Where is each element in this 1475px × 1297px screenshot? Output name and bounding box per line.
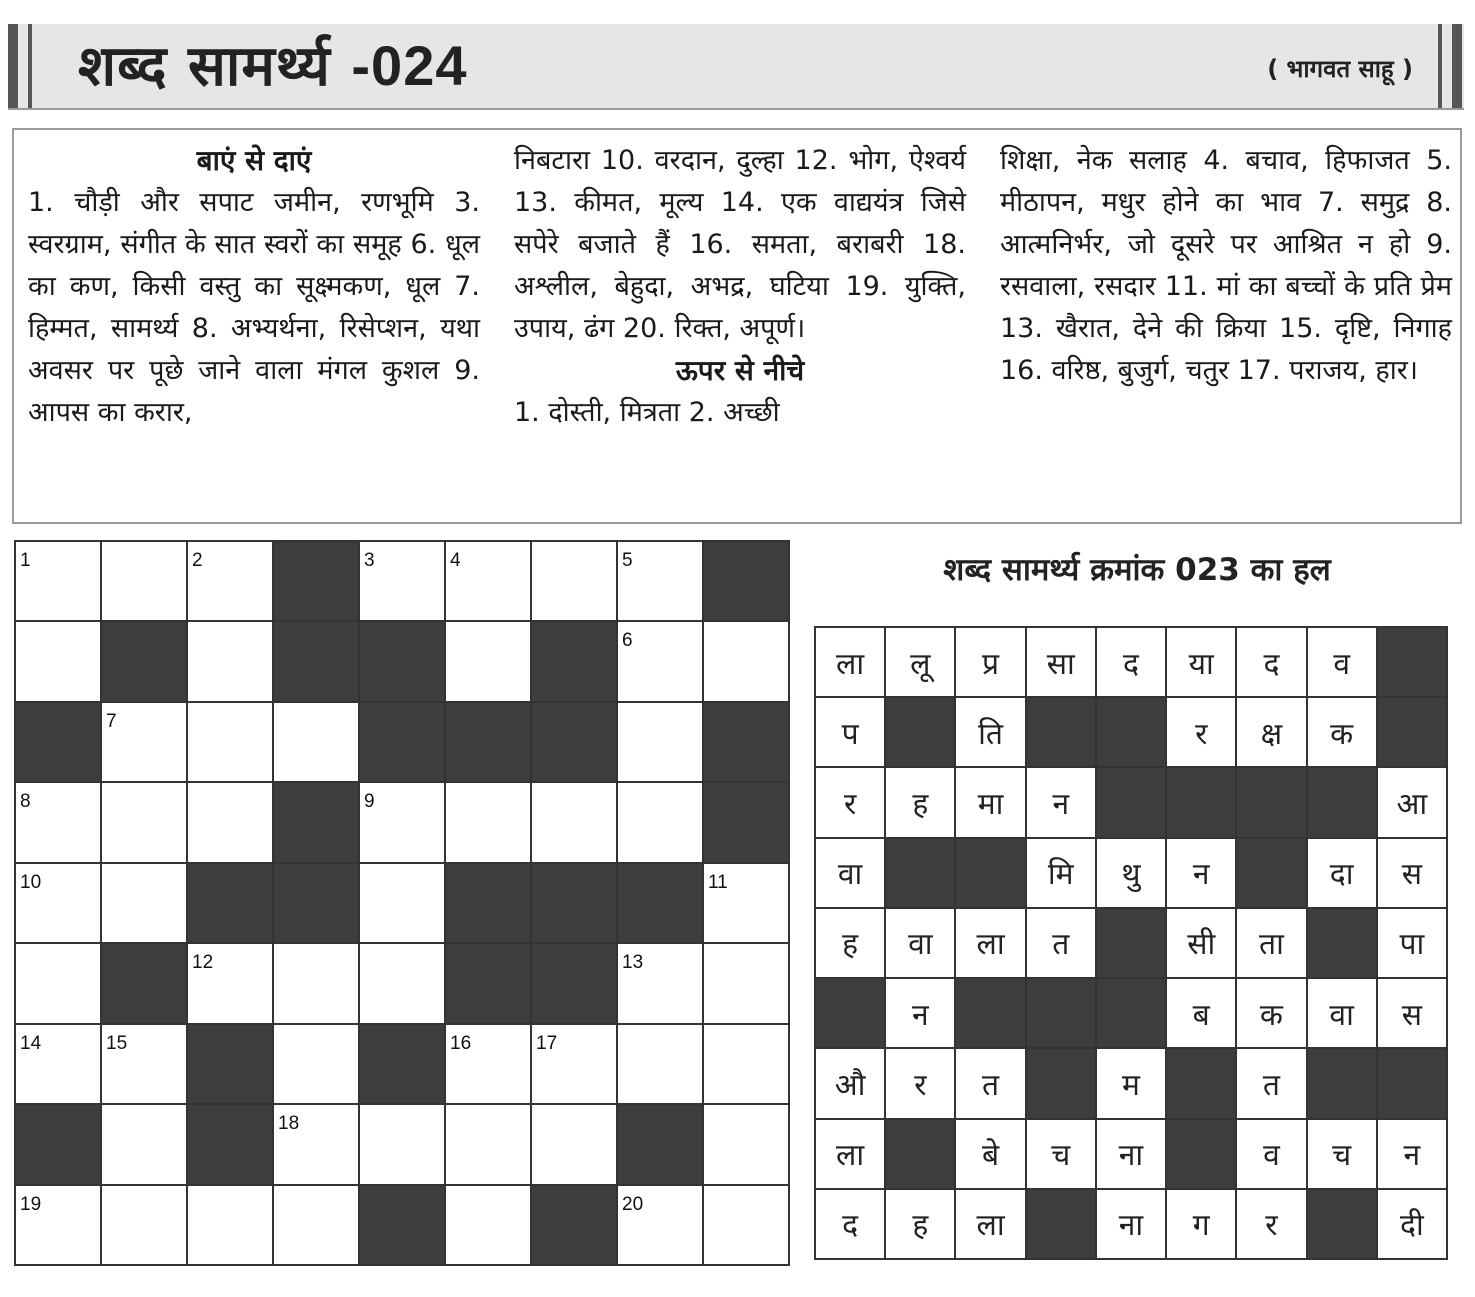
grid-cell[interactable] (16, 542, 100, 620)
solution-cell: वा (886, 909, 954, 977)
across-heading: बाएं से दाएं (196, 144, 312, 177)
solution-black-cell (1097, 768, 1165, 836)
solution-black-cell (1027, 698, 1095, 766)
solution-cell: ना (1097, 1190, 1165, 1258)
solution-cell: च (1308, 1120, 1376, 1188)
black-cell (618, 864, 702, 942)
grid-cell[interactable] (102, 1105, 186, 1183)
solution-grid (814, 626, 1448, 1260)
solution-cell: मि (1027, 839, 1095, 907)
grid-cell[interactable] (16, 864, 100, 942)
solution-cell: ग (1167, 1190, 1235, 1258)
black-cell (532, 864, 616, 942)
cell-number: 2 (192, 550, 203, 571)
solution-cell: त (1237, 1049, 1305, 1117)
grid-cell[interactable] (274, 944, 358, 1022)
solution-cell: या (1167, 628, 1235, 696)
grid-cell[interactable] (704, 622, 788, 700)
cell-number: 6 (622, 630, 633, 652)
cell-number: 15 (106, 1032, 128, 1054)
grid-cell[interactable] (532, 542, 616, 620)
solution-black-cell (1167, 1120, 1235, 1188)
grid-cell[interactable] (446, 783, 530, 861)
cell-number: 7 (106, 710, 117, 732)
grid-cell[interactable] (188, 703, 272, 781)
solution-black-cell (1027, 979, 1095, 1047)
cell-number: 20 (622, 1193, 644, 1215)
solution-black-cell (1378, 698, 1446, 766)
black-cell (532, 944, 616, 1022)
solution-cell: द (1237, 628, 1305, 696)
solution-cell: सा (1027, 628, 1095, 696)
page-title-text: शब्द सामर्थ्य (78, 34, 352, 99)
solution-cell: र (886, 1049, 954, 1117)
grid-cell[interactable] (102, 542, 186, 620)
black-cell (16, 1105, 100, 1183)
solution-black-cell (956, 839, 1024, 907)
page-title-number: -024 (351, 34, 468, 97)
solution-cell: बे (956, 1120, 1024, 1188)
grid-cell[interactable] (618, 944, 702, 1022)
solution-cell: स (1378, 839, 1446, 907)
grid-cell[interactable] (618, 1186, 702, 1264)
solution-cell: र (1237, 1190, 1305, 1258)
solution-cell: न (886, 979, 954, 1047)
grid-cell[interactable] (618, 783, 702, 861)
cell-number: 19 (20, 1193, 42, 1215)
grid-cell[interactable] (102, 1186, 186, 1264)
grid-cell[interactable] (16, 1186, 100, 1264)
header-right-thin-bar (1438, 24, 1442, 108)
solution-cell: मा (956, 768, 1024, 836)
solution-cell: ता (1237, 909, 1305, 977)
grid-cell[interactable] (360, 1105, 444, 1183)
across-clues-part-1: 1. चौड़ी और सपाट जमीन, रणभूमि 3. स्वरग्राम, संगीत के सात स्वरों का समूह 6. धूल का कण, किसी वस्तु का सूक्ष्मकण, धूल 7. हिम्मत, सामर्थ्य 8. अभ्यर्थना, रिसेप्शन, यथा अवसर पर पूछे जाने वाला मंगल कुशल 9. आपस का करार, (28, 187, 480, 428)
grid-cell[interactable] (532, 1025, 616, 1103)
black-cell (274, 783, 358, 861)
solution-black-cell (1308, 1190, 1376, 1258)
cell-number: 10 (20, 871, 42, 893)
solution-cell: र (816, 768, 884, 836)
solution-cell: ह (886, 768, 954, 836)
solution-cell: द (816, 1190, 884, 1258)
clues-box (12, 128, 1462, 524)
solution-cell: ला (816, 628, 884, 696)
black-cell (102, 944, 186, 1022)
black-cell (274, 864, 358, 942)
black-cell (704, 783, 788, 861)
black-cell (446, 864, 530, 942)
solution-cell: आ (1378, 768, 1446, 836)
cell-number: 13 (622, 952, 644, 974)
black-cell (188, 864, 272, 942)
black-cell (360, 1186, 444, 1264)
solution-black-cell (1308, 909, 1376, 977)
grid-cell[interactable] (360, 783, 444, 861)
solution-cell: स (1378, 979, 1446, 1047)
black-cell (102, 622, 186, 700)
grid-cell[interactable] (188, 944, 272, 1022)
solution-black-cell (1378, 1049, 1446, 1117)
grid-cell[interactable] (188, 622, 272, 700)
solution-cell: व (1237, 1120, 1305, 1188)
grid-cell[interactable] (16, 1025, 100, 1103)
black-cell (16, 703, 100, 781)
cell-number: 8 (20, 791, 31, 813)
black-cell (188, 1105, 272, 1183)
clues-column-1 (28, 140, 480, 434)
solution-black-cell (1308, 768, 1376, 836)
solution-cell: प्र (956, 628, 1024, 696)
cell-number: 18 (278, 1113, 300, 1135)
solution-cell: र (1167, 698, 1235, 766)
author-credit: ( भागवत साहू ) (1267, 55, 1413, 83)
grid-cell[interactable] (532, 783, 616, 861)
grid-cell[interactable] (102, 864, 186, 942)
grid-cell[interactable] (16, 944, 100, 1022)
solution-black-cell (1308, 1049, 1376, 1117)
solution-black-cell (886, 1120, 954, 1188)
grid-cell[interactable] (274, 1186, 358, 1264)
cell-number: 9 (364, 791, 375, 813)
grid-cell[interactable] (704, 1025, 788, 1103)
solution-cell: द (1097, 628, 1165, 696)
grid-cell[interactable] (360, 944, 444, 1022)
down-heading: ऊपर से नीचे (675, 354, 805, 387)
black-cell (274, 542, 358, 620)
black-cell (360, 703, 444, 781)
grid-cell[interactable] (360, 864, 444, 942)
black-cell (274, 622, 358, 700)
solution-black-cell (1167, 1049, 1235, 1117)
grid-cell[interactable] (188, 1186, 272, 1264)
solution-cell: दी (1378, 1190, 1446, 1258)
solution-cell: न (1167, 839, 1235, 907)
solution-cell: ह (886, 1190, 954, 1258)
solution-cell: क्ष (1237, 698, 1305, 766)
solution-black-cell (1167, 768, 1235, 836)
grid-cell[interactable] (16, 622, 100, 700)
cell-number: 16 (450, 1032, 472, 1054)
grid-cell[interactable] (446, 1025, 530, 1103)
crossword-grid (14, 540, 790, 1266)
solution-cell: ति (956, 698, 1024, 766)
page-title (78, 30, 468, 103)
grid-cell[interactable] (704, 1186, 788, 1264)
solution-black-cell (1237, 768, 1305, 836)
clues-column-3 (1000, 140, 1452, 392)
header-left-thin-bar (28, 24, 32, 108)
grid-cell[interactable] (274, 703, 358, 781)
solution-cell: पा (1378, 909, 1446, 977)
grid-cell[interactable] (446, 1105, 530, 1183)
grid-cell[interactable] (704, 944, 788, 1022)
solution-cell: सी (1167, 909, 1235, 977)
cell-number: 14 (20, 1032, 42, 1054)
black-cell (360, 622, 444, 700)
grid-cell[interactable] (274, 1105, 358, 1183)
solution-cell: न (1378, 1120, 1446, 1188)
cell-number: 1 (20, 550, 31, 571)
down-clues-part-1: 1. दोस्ती, मित्रता 2. अच्छी (514, 397, 780, 428)
solution-cell: वा (1308, 979, 1376, 1047)
solution-cell: लू (886, 628, 954, 696)
solution-cell: ह (816, 909, 884, 977)
down-clues-part-2: शिक्षा, नेक सलाह 4. बचाव, हिफाजत 5. मीठापन, मधुर होने का भाव 7. समुद्र 8. आत्मनिर्भर, जो दूसरे पर आश्रित न हो 9. रसवाला, रसदार 11. मां का बच्चों के प्रति प्रेम 13. खैरात, देने की क्रिया 15. दृष्टि, निगाह 16. वरिष्ठ, बुजुर्ग, चतुर 17. पराजय, हार। (1000, 145, 1452, 386)
cell-number: 11 (708, 871, 728, 893)
grid-cell[interactable] (446, 622, 530, 700)
solution-cell: ला (956, 1190, 1024, 1258)
grid-cell[interactable] (360, 542, 444, 620)
solution-black-cell (1097, 979, 1165, 1047)
solution-cell: च (1027, 1120, 1095, 1188)
cell-number: 4 (450, 550, 461, 571)
solution-cell: ला (816, 1120, 884, 1188)
solution-black-cell (1378, 628, 1446, 696)
solution-cell: म (1097, 1049, 1165, 1117)
solution-black-cell (1027, 1190, 1095, 1258)
cell-number: 5 (622, 550, 633, 571)
solution-black-cell (1027, 1049, 1095, 1117)
solution-cell: त (956, 1049, 1024, 1117)
cell-number: 3 (364, 550, 375, 571)
solution-cell: ना (1097, 1120, 1165, 1188)
solution-black-cell (1097, 698, 1165, 766)
solution-cell: व (1308, 628, 1376, 696)
grid-cell[interactable] (102, 783, 186, 861)
solution-cell: दा (1308, 839, 1376, 907)
grid-cell[interactable] (102, 1025, 186, 1103)
solution-black-cell (886, 839, 954, 907)
grid-cell[interactable] (704, 1105, 788, 1183)
grid-cell[interactable] (618, 703, 702, 781)
grid-cell[interactable] (618, 1025, 702, 1103)
solution-black-cell (1097, 909, 1165, 977)
solution-black-cell (816, 979, 884, 1047)
black-cell (446, 944, 530, 1022)
black-cell (188, 1025, 272, 1103)
black-cell (446, 703, 530, 781)
solution-black-cell (1237, 839, 1305, 907)
grid-cell[interactable] (618, 622, 702, 700)
clues-column-2 (514, 140, 966, 434)
grid-cell[interactable] (446, 542, 530, 620)
solution-cell: त (1027, 909, 1095, 977)
solution-black-cell (886, 698, 954, 766)
solution-cell: औ (816, 1049, 884, 1117)
solution-cell: वा (816, 839, 884, 907)
grid-cell[interactable] (618, 542, 702, 620)
solution-black-cell (956, 979, 1024, 1047)
grid-cell[interactable] (16, 783, 100, 861)
cell-number: 12 (192, 952, 214, 974)
solution-cell: ला (956, 909, 1024, 977)
cell-number: 17 (536, 1032, 558, 1054)
solution-cell: क (1308, 698, 1376, 766)
solution-cell: ब (1167, 979, 1235, 1047)
grid-cell[interactable] (532, 1105, 616, 1183)
solution-cell: क (1237, 979, 1305, 1047)
grid-cell[interactable] (188, 783, 272, 861)
black-cell (532, 622, 616, 700)
solution-cell: न (1027, 768, 1095, 836)
header-left-bar (8, 24, 18, 108)
solution-cell: प (816, 698, 884, 766)
grid-cell[interactable] (704, 864, 788, 942)
black-cell (532, 1186, 616, 1264)
across-clues-part-2: निबटारा 10. वरदान, दुल्हा 12. भोग, ऐश्वर्य 13. कीमत, मूल्य 14. एक वाद्ययंत्र जिसे सपेरे बजाते हैं 16. समता, बराबरी 18. अश्लील, बेहुदा, अभद्र, घटिया 19. युक्ति, उपाय, ढंग 20. रिक्त, अपूर्ण। (514, 145, 966, 344)
black-cell (360, 1025, 444, 1103)
black-cell (618, 1105, 702, 1183)
grid-cell[interactable] (446, 1186, 530, 1264)
black-cell (704, 542, 788, 620)
grid-cell[interactable] (274, 1025, 358, 1103)
solution-title: शब्द सामर्थ्य क्रमांक 023 का हल (943, 552, 1331, 588)
solution-cell: थु (1097, 839, 1165, 907)
black-cell (532, 703, 616, 781)
black-cell (704, 703, 788, 781)
header-right-bar (1452, 24, 1462, 108)
grid-cell[interactable] (188, 542, 272, 620)
grid-cell[interactable] (102, 703, 186, 781)
